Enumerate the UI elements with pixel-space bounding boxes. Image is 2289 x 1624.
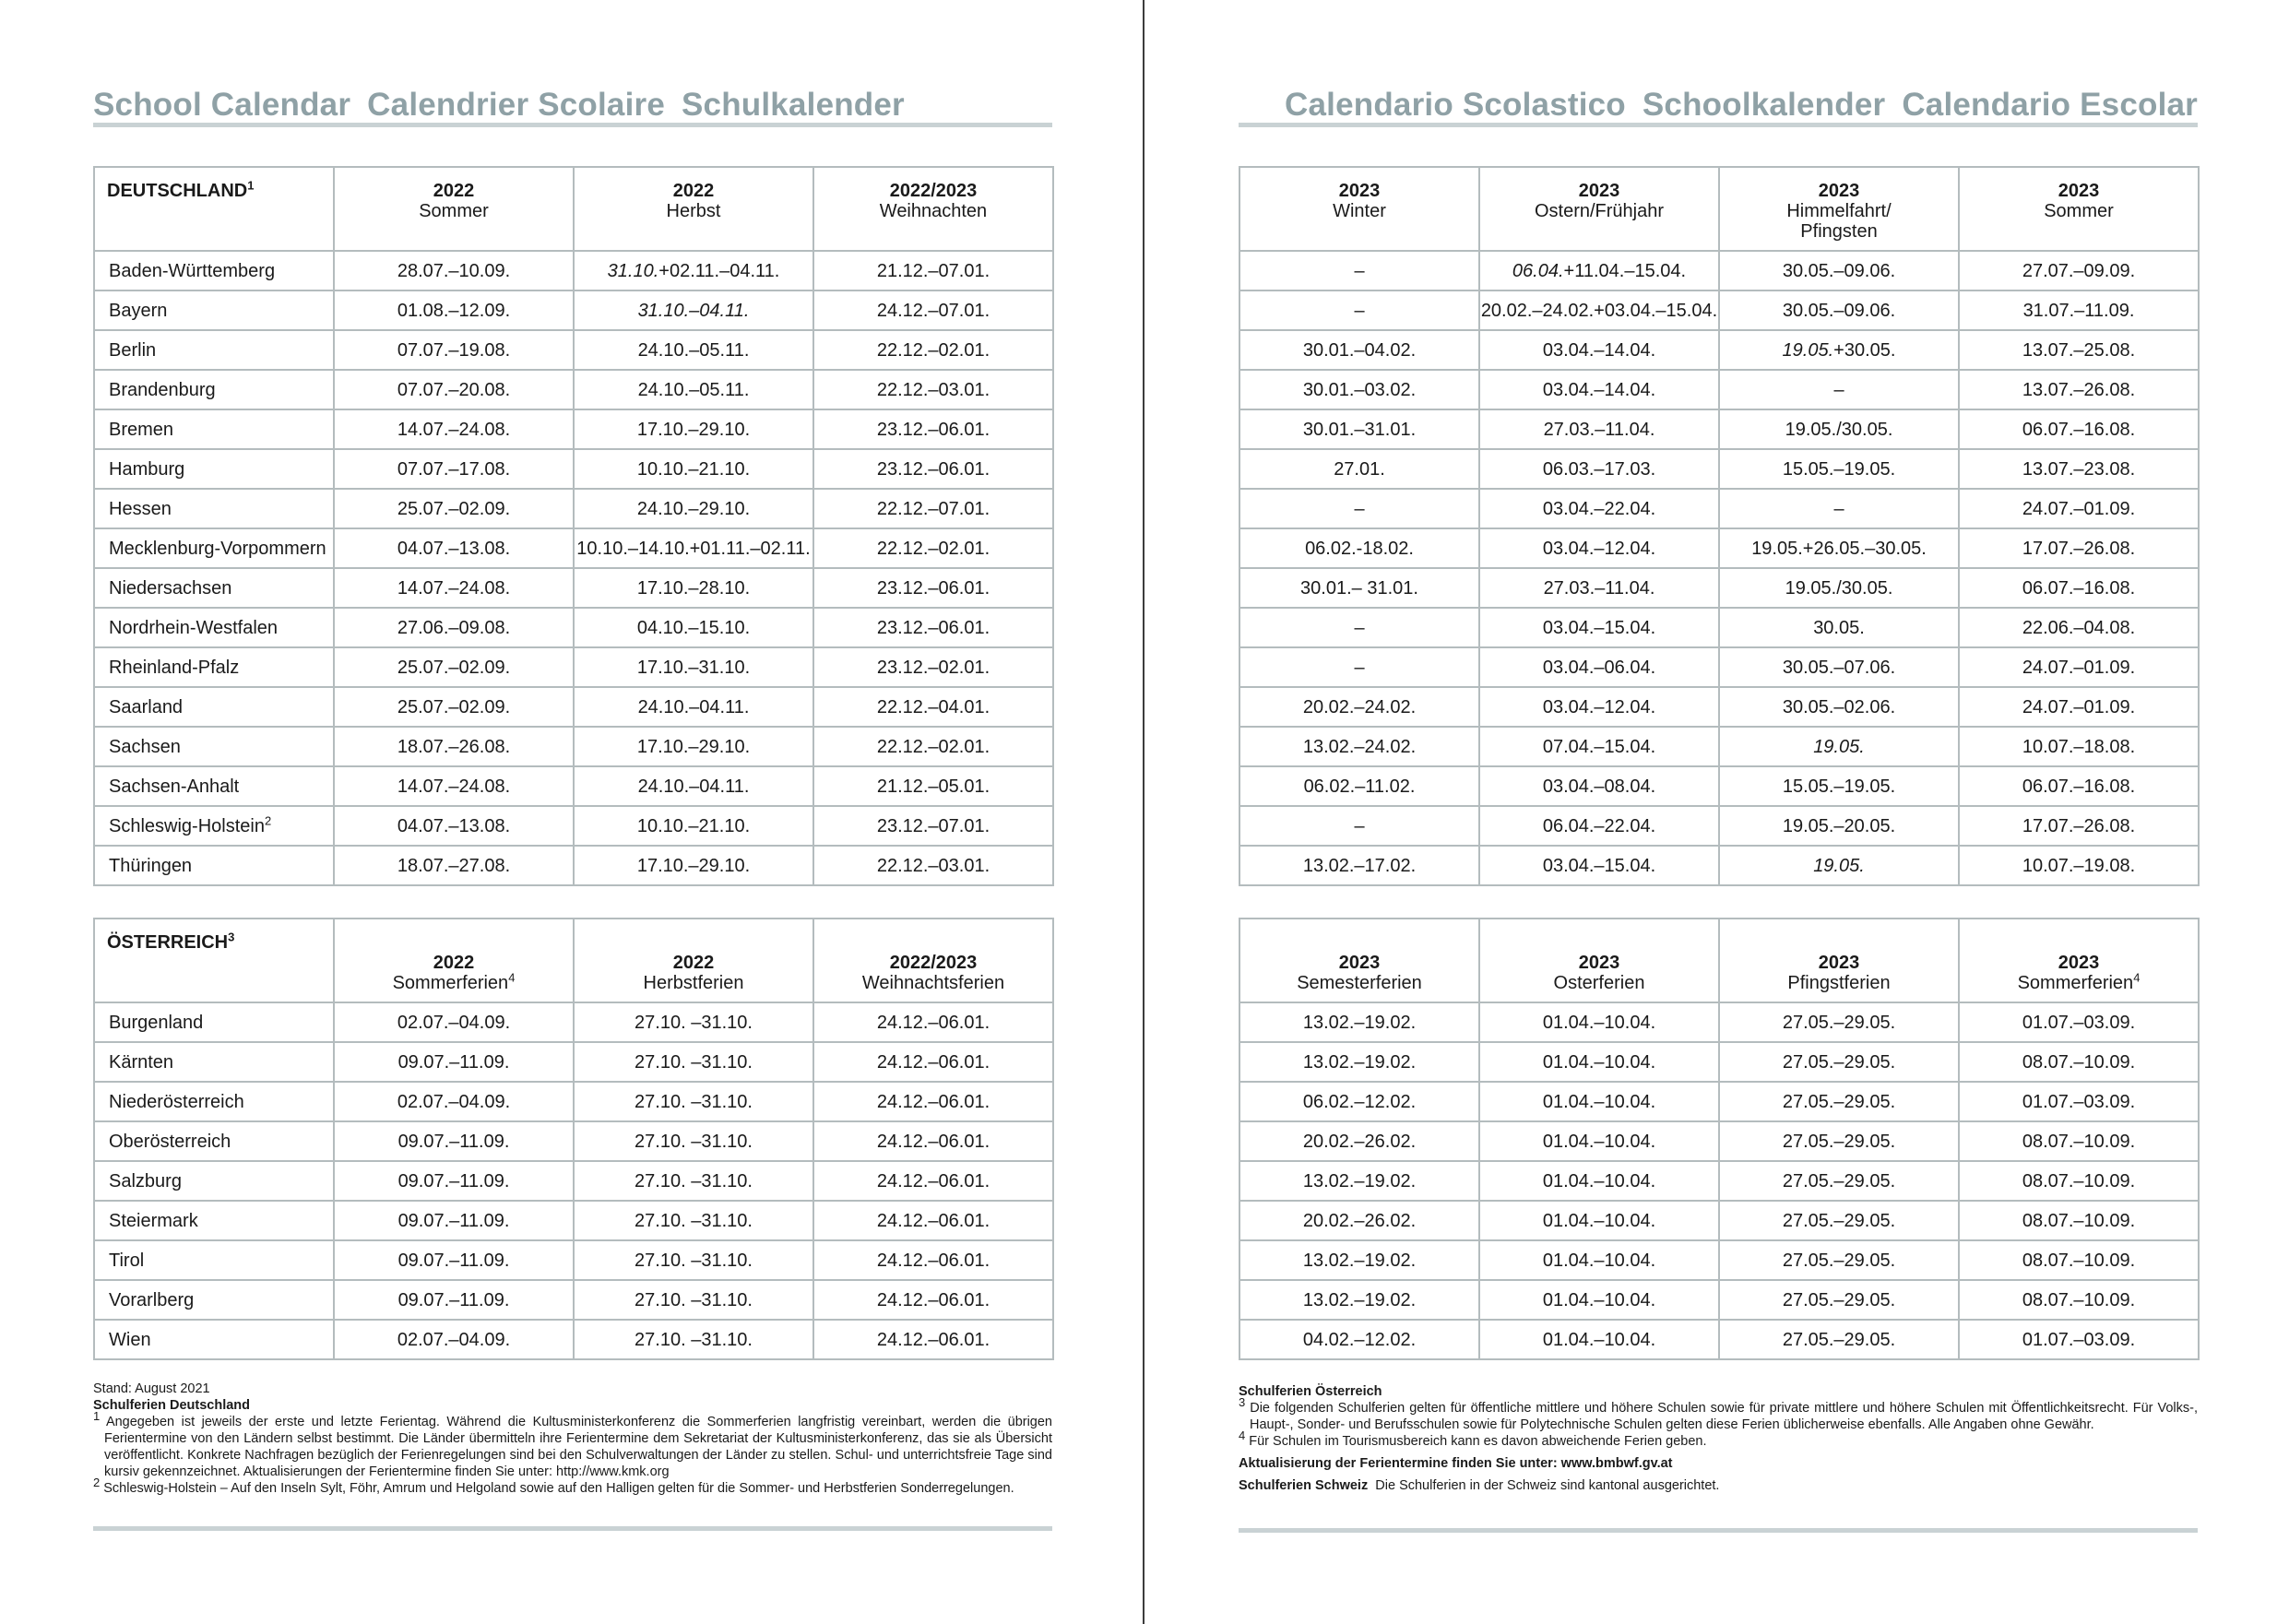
column-header: 2023 Sommer bbox=[1959, 167, 2199, 251]
date-cell: 21.12.–07.01. bbox=[813, 251, 1053, 290]
table-row bbox=[94, 1002, 1053, 1042]
column-header: 2023 Sommerferien$^4$ bbox=[1959, 919, 2199, 1002]
column-header: 2023 Semesterferien bbox=[1239, 919, 1479, 1002]
date-cell: 19.05. bbox=[1719, 727, 1959, 766]
table-header-row bbox=[1239, 167, 2199, 251]
column-header: 2023 Osterferien bbox=[1479, 919, 1719, 1002]
state-name-cell: Tirol bbox=[94, 1240, 334, 1280]
date-cell: 27.05.–29.05. bbox=[1719, 1042, 1959, 1082]
date-cell: 10.10.–21.10. bbox=[574, 449, 813, 489]
table-row bbox=[94, 1121, 1053, 1161]
page-gutter-divider bbox=[1143, 0, 1144, 1624]
date-cell: 19.05. bbox=[1719, 846, 1959, 885]
table-row bbox=[94, 608, 1053, 647]
date-cell: 13.02.–19.02. bbox=[1239, 1280, 1479, 1320]
table-row bbox=[94, 1082, 1053, 1121]
table-row bbox=[94, 489, 1053, 528]
date-cell: 13.07.–25.08. bbox=[1959, 330, 2199, 370]
title-english: School Calendar bbox=[93, 87, 351, 123]
table-row bbox=[94, 687, 1053, 727]
right-page bbox=[1239, 0, 2198, 1493]
germany-table-2023 bbox=[1239, 166, 2200, 886]
table-header-row bbox=[94, 919, 1053, 1002]
date-cell: 27.05.–29.05. bbox=[1719, 1002, 1959, 1042]
date-cell: 08.07.–10.09. bbox=[1959, 1042, 2199, 1082]
column-header: 2023 Winter bbox=[1239, 167, 1479, 251]
table-row bbox=[1239, 409, 2199, 449]
date-cell: 24.10.–05.11. bbox=[574, 370, 813, 409]
country-header-germany: DEUTSCHLAND$^1$ bbox=[94, 167, 334, 251]
date-cell: 09.07.–11.09. bbox=[334, 1121, 574, 1161]
date-cell: 08.07.–10.09. bbox=[1959, 1121, 2199, 1161]
table-header-row bbox=[1239, 919, 2199, 1002]
date-cell: 27.10. –31.10. bbox=[574, 1201, 813, 1240]
date-cell: 01.04.–10.04. bbox=[1479, 1042, 1719, 1082]
state-name-cell: Salzburg bbox=[94, 1161, 334, 1201]
date-cell: – bbox=[1239, 608, 1479, 647]
date-cell: 17.10.–29.10. bbox=[574, 409, 813, 449]
table-row bbox=[94, 1042, 1053, 1082]
date-cell: 19.05./30.05. bbox=[1719, 409, 1959, 449]
date-cell: 06.07.–16.08. bbox=[1959, 409, 2199, 449]
table-row bbox=[1239, 528, 2199, 568]
date-cell: 13.02.–19.02. bbox=[1239, 1002, 1479, 1042]
date-cell: 24.07.–01.09. bbox=[1959, 687, 2199, 727]
date-cell: 10.07.–19.08. bbox=[1959, 846, 2199, 885]
date-cell: 13.02.–19.02. bbox=[1239, 1042, 1479, 1082]
date-cell: – bbox=[1239, 806, 1479, 846]
date-cell: 03.04.–14.04. bbox=[1479, 330, 1719, 370]
austria-table-2022 bbox=[93, 918, 1054, 1360]
table-row bbox=[1239, 1161, 2199, 1201]
date-cell: 08.07.–10.09. bbox=[1959, 1240, 2199, 1280]
date-cell: 23.12.–06.01. bbox=[813, 409, 1053, 449]
table-row bbox=[94, 766, 1053, 806]
date-cell: 18.07.–27.08. bbox=[334, 846, 574, 885]
date-cell: 01.04.–10.04. bbox=[1479, 1121, 1719, 1161]
date-cell: 24.10.–04.11. bbox=[574, 687, 813, 727]
date-cell: 18.07.–26.08. bbox=[334, 727, 574, 766]
date-cell: 22.12.–02.01. bbox=[813, 528, 1053, 568]
date-cell: 15.05.–19.05. bbox=[1719, 449, 1959, 489]
date-cell: 22.12.–02.01. bbox=[813, 727, 1053, 766]
table-row bbox=[1239, 766, 2199, 806]
table-row bbox=[1239, 1320, 2199, 1359]
date-cell: 27.10. –31.10. bbox=[574, 1121, 813, 1161]
date-cell: 03.04.–12.04. bbox=[1479, 687, 1719, 727]
table-row bbox=[94, 330, 1053, 370]
date-cell: 06.07.–16.08. bbox=[1959, 568, 2199, 608]
state-name-cell: Kärnten bbox=[94, 1042, 334, 1082]
date-cell: 01.04.–10.04. bbox=[1479, 1082, 1719, 1121]
date-cell: 17.10.–28.10. bbox=[574, 568, 813, 608]
date-cell: 09.07.–11.09. bbox=[334, 1280, 574, 1320]
date-cell: 10.10.–21.10. bbox=[574, 806, 813, 846]
table-row bbox=[1239, 251, 2199, 290]
date-cell: – bbox=[1239, 489, 1479, 528]
state-name-cell: Schleswig-Holstein$^2$ bbox=[94, 806, 334, 846]
state-name-cell: Thüringen bbox=[94, 846, 334, 885]
column-header: 2022/2023 Weihnachtsferien bbox=[813, 919, 1053, 1002]
left-page bbox=[93, 0, 1052, 1496]
date-cell: 19.05.+26.05.–30.05. bbox=[1719, 528, 1959, 568]
column-header: 2023 Pfingstferien bbox=[1719, 919, 1959, 1002]
state-name-cell: Vorarlberg bbox=[94, 1280, 334, 1320]
date-cell: 27.05.–29.05. bbox=[1719, 1320, 1959, 1359]
right-page-title bbox=[1239, 0, 2198, 127]
table-row bbox=[94, 290, 1053, 330]
state-name-cell: Brandenburg bbox=[94, 370, 334, 409]
date-cell: 24.10.–04.11. bbox=[574, 766, 813, 806]
date-cell: 03.04.–12.04. bbox=[1479, 528, 1719, 568]
date-cell: 04.07.–13.08. bbox=[334, 528, 574, 568]
state-name-cell: Sachsen-Anhalt bbox=[94, 766, 334, 806]
bottom-rule bbox=[93, 1526, 1052, 1531]
state-name-cell: Wien bbox=[94, 1320, 334, 1359]
date-cell: 20.02.–24.02.+03.04.–15.04. bbox=[1479, 290, 1719, 330]
date-cell: 27.05.–29.05. bbox=[1719, 1082, 1959, 1121]
date-cell: 27.10. –31.10. bbox=[574, 1320, 813, 1359]
date-cell: 01.04.–10.04. bbox=[1479, 1280, 1719, 1320]
table-row bbox=[1239, 806, 2199, 846]
date-cell: 27.10. –31.10. bbox=[574, 1082, 813, 1121]
date-cell: 06.04.–22.04. bbox=[1479, 806, 1719, 846]
title-dutch: Schoolkalender bbox=[1642, 87, 1886, 123]
date-cell: 31.07.–11.09. bbox=[1959, 290, 2199, 330]
date-cell: 22.12.–02.01. bbox=[813, 330, 1053, 370]
date-cell: 07.07.–19.08. bbox=[334, 330, 574, 370]
date-cell: 27.03.–11.04. bbox=[1479, 409, 1719, 449]
date-cell: 30.01.–31.01. bbox=[1239, 409, 1479, 449]
date-cell: 03.04.–08.04. bbox=[1479, 766, 1719, 806]
table-row bbox=[94, 528, 1053, 568]
date-cell: 06.03.–17.03. bbox=[1479, 449, 1719, 489]
table-row bbox=[94, 1320, 1053, 1359]
date-cell: 27.10. –31.10. bbox=[574, 1280, 813, 1320]
date-cell: 09.07.–11.09. bbox=[334, 1042, 574, 1082]
date-cell: 24.12.–06.01. bbox=[813, 1201, 1053, 1240]
title-french: Calendrier Scolaire bbox=[367, 87, 666, 123]
footnotes-germany bbox=[93, 1381, 1052, 1497]
table-row bbox=[94, 409, 1053, 449]
date-cell: 01.04.–10.04. bbox=[1479, 1320, 1719, 1359]
date-cell: – bbox=[1719, 370, 1959, 409]
table-row bbox=[1239, 727, 2199, 766]
date-cell: 24.07.–01.09. bbox=[1959, 647, 2199, 687]
date-cell: 04.07.–13.08. bbox=[334, 806, 574, 846]
date-cell: 03.04.–14.04. bbox=[1479, 370, 1719, 409]
table-row bbox=[1239, 1240, 2199, 1280]
date-cell: 27.07.–09.09. bbox=[1959, 251, 2199, 290]
date-cell: 01.07.–03.09. bbox=[1959, 1002, 2199, 1042]
date-cell: 06.02.–11.02. bbox=[1239, 766, 1479, 806]
state-name-cell: Sachsen bbox=[94, 727, 334, 766]
date-cell: 17.10.–31.10. bbox=[574, 647, 813, 687]
table-row bbox=[94, 251, 1053, 290]
table-row bbox=[1239, 489, 2199, 528]
notes-heading: Schulferien Deutschland bbox=[93, 1398, 251, 1413]
state-name-cell: Burgenland bbox=[94, 1002, 334, 1042]
table-row bbox=[94, 846, 1053, 885]
footnote-1: $^1$ Angegeben ist jeweils der erste und letzte Ferientag. Während die Kultusministerkonferenz die Sommerferien langfristig vereinbart, werden die übrigen Ferientermine von den Ländern selbst bestimmt. Die Länder übermitteln ihre Ferientermine dem Sekretariat der Kultusministerkonferenz, das sie als Übersicht veröffentlicht. Konkrete Nachfragen bezüglich der Ferienregelungen sind bei den Schulverwaltungen der Länder zu stellen. Schul- und unterrichtsfreie Tage sind kursiv gekennzeichnet. Aktualisierungen der Ferientermine finden Sie unter: http://www.kmk.org bbox=[93, 1409, 1052, 1479]
table-row bbox=[94, 727, 1053, 766]
date-cell: 22.12.–07.01. bbox=[813, 489, 1053, 528]
date-cell: 21.12.–05.01. bbox=[813, 766, 1053, 806]
date-cell: 25.07.–02.09. bbox=[334, 489, 574, 528]
date-cell: – bbox=[1239, 647, 1479, 687]
table-row bbox=[1239, 370, 2199, 409]
table-row bbox=[94, 370, 1053, 409]
date-cell: 13.02.–24.02. bbox=[1239, 727, 1479, 766]
date-cell: 24.12.–06.01. bbox=[813, 1082, 1053, 1121]
footnote-2: $^2$ Schleswig-Holstein – Auf den Inseln Sylt, Föhr, Amrum und Helgoland sowie auf den Halligen gelten für die Sommer- und Herbstferien Sonderregelungen. bbox=[93, 1476, 1014, 1496]
date-cell: 31.10.+02.11.–04.11. bbox=[574, 251, 813, 290]
table-row bbox=[1239, 1082, 2199, 1121]
date-cell: 09.07.–11.09. bbox=[334, 1161, 574, 1201]
date-cell: 27.05.–29.05. bbox=[1719, 1161, 1959, 1201]
date-cell: 01.07.–03.09. bbox=[1959, 1082, 2199, 1121]
date-cell: 03.04.–22.04. bbox=[1479, 489, 1719, 528]
date-cell: 20.02.–26.02. bbox=[1239, 1201, 1479, 1240]
date-cell: 24.12.–06.01. bbox=[813, 1280, 1053, 1320]
title-german: Schulkalender bbox=[682, 87, 905, 123]
date-cell: 23.12.–02.01. bbox=[813, 647, 1053, 687]
date-cell: 01.04.–10.04. bbox=[1479, 1002, 1719, 1042]
date-cell: 07.07.–17.08. bbox=[334, 449, 574, 489]
table-row bbox=[1239, 608, 2199, 647]
date-cell: 06.04.+11.04.–15.04. bbox=[1479, 251, 1719, 290]
date-cell: 10.10.–14.10.+01.11.–02.11. bbox=[574, 528, 813, 568]
date-cell: 22.12.–04.01. bbox=[813, 687, 1053, 727]
date-cell: 23.12.–06.01. bbox=[813, 568, 1053, 608]
table-row bbox=[1239, 1280, 2199, 1320]
date-cell: 30.01.–03.02. bbox=[1239, 370, 1479, 409]
state-name-cell: Steiermark bbox=[94, 1201, 334, 1240]
date-cell: 17.10.–29.10. bbox=[574, 727, 813, 766]
date-cell: 20.02.–26.02. bbox=[1239, 1121, 1479, 1161]
date-cell: – bbox=[1239, 251, 1479, 290]
table-row bbox=[94, 806, 1053, 846]
state-name-cell: Mecklenburg-Vorpommern bbox=[94, 528, 334, 568]
date-cell: 02.07.–04.09. bbox=[334, 1002, 574, 1042]
date-cell: 30.01.– 31.01. bbox=[1239, 568, 1479, 608]
table-row bbox=[94, 1280, 1053, 1320]
column-header: 2022 Herbstferien bbox=[574, 919, 813, 1002]
table-row bbox=[1239, 647, 2199, 687]
date-cell: 24.12.–06.01. bbox=[813, 1320, 1053, 1359]
date-cell: 03.04.–15.04. bbox=[1479, 608, 1719, 647]
date-cell: 25.07.–02.09. bbox=[334, 687, 574, 727]
date-cell: 01.04.–10.04. bbox=[1479, 1240, 1719, 1280]
date-cell: 06.07.–16.08. bbox=[1959, 766, 2199, 806]
footnotes-austria bbox=[1239, 1383, 2198, 1494]
date-cell: 03.04.–06.04. bbox=[1479, 647, 1719, 687]
country-header-austria: ÖSTERREICH$^3$ bbox=[94, 919, 334, 1002]
table-row bbox=[1239, 290, 2199, 330]
date-cell: 23.12.–06.01. bbox=[813, 608, 1053, 647]
stand-date: Stand: August 2021 bbox=[93, 1381, 210, 1396]
bottom-rule bbox=[1239, 1528, 2198, 1533]
date-cell: 09.07.–11.09. bbox=[334, 1240, 574, 1280]
state-name-cell: Oberösterreich bbox=[94, 1121, 334, 1161]
date-cell: 22.12.–03.01. bbox=[813, 370, 1053, 409]
date-cell: 24.10.–29.10. bbox=[574, 489, 813, 528]
date-cell: 14.07.–24.08. bbox=[334, 568, 574, 608]
date-cell: 24.12.–06.01. bbox=[813, 1161, 1053, 1201]
date-cell: 24.12.–06.01. bbox=[813, 1121, 1053, 1161]
left-page-title bbox=[93, 0, 1052, 127]
date-cell: 19.05.–20.05. bbox=[1719, 806, 1959, 846]
date-cell: 19.05./30.05. bbox=[1719, 568, 1959, 608]
state-name-cell: Nordrhein-Westfalen bbox=[94, 608, 334, 647]
date-cell: 31.10.–04.11. bbox=[574, 290, 813, 330]
table-row bbox=[1239, 449, 2199, 489]
table-row bbox=[1239, 568, 2199, 608]
date-cell: 06.02.–12.02. bbox=[1239, 1082, 1479, 1121]
date-cell: 04.02.–12.02. bbox=[1239, 1320, 1479, 1359]
date-cell: 23.12.–06.01. bbox=[813, 449, 1053, 489]
date-cell: 24.12.–07.01. bbox=[813, 290, 1053, 330]
date-cell: 01.04.–10.04. bbox=[1479, 1161, 1719, 1201]
date-cell: 27.05.–29.05. bbox=[1719, 1121, 1959, 1161]
date-cell: 28.07.–10.09. bbox=[334, 251, 574, 290]
column-header: 2022/2023 Weihnachten bbox=[813, 167, 1053, 251]
column-header: 2023 Ostern/Frühjahr bbox=[1479, 167, 1719, 251]
date-cell: 14.07.–24.08. bbox=[334, 409, 574, 449]
date-cell: 24.10.–05.11. bbox=[574, 330, 813, 370]
date-cell: 01.08.–12.09. bbox=[334, 290, 574, 330]
date-cell: 01.07.–03.09. bbox=[1959, 1320, 2199, 1359]
state-name-cell: Saarland bbox=[94, 687, 334, 727]
table-row bbox=[1239, 846, 2199, 885]
date-cell: 02.07.–04.09. bbox=[334, 1082, 574, 1121]
date-cell: 07.07.–20.08. bbox=[334, 370, 574, 409]
date-cell: 06.02.-18.02. bbox=[1239, 528, 1479, 568]
table-header-row bbox=[94, 167, 1053, 251]
date-cell: 22.06.–04.08. bbox=[1959, 608, 2199, 647]
date-cell: 04.10.–15.10. bbox=[574, 608, 813, 647]
date-cell: 24.12.–06.01. bbox=[813, 1240, 1053, 1280]
date-cell: 13.07.–26.08. bbox=[1959, 370, 2199, 409]
date-cell: 03.04.–15.04. bbox=[1479, 846, 1719, 885]
date-cell: 13.02.–17.02. bbox=[1239, 846, 1479, 885]
table-row bbox=[94, 449, 1053, 489]
date-cell: 27.10. –31.10. bbox=[574, 1240, 813, 1280]
date-cell: 27.05.–29.05. bbox=[1719, 1201, 1959, 1240]
date-cell: 13.07.–23.08. bbox=[1959, 449, 2199, 489]
date-cell: 30.01.–04.02. bbox=[1239, 330, 1479, 370]
title-portuguese: Calendario Escolar bbox=[1902, 87, 2198, 123]
date-cell: 09.07.–11.09. bbox=[334, 1201, 574, 1240]
date-cell: 08.07.–10.09. bbox=[1959, 1201, 2199, 1240]
date-cell: 08.07.–10.09. bbox=[1959, 1280, 2199, 1320]
date-cell: 22.12.–03.01. bbox=[813, 846, 1053, 885]
germany-table-2022 bbox=[93, 166, 1054, 886]
title-italian: Calendario Scolastico bbox=[1285, 87, 1626, 123]
state-name-cell: Rheinland-Pfalz bbox=[94, 647, 334, 687]
table-row bbox=[1239, 1201, 2199, 1240]
footnote-3: $^3$ Die folgenden Schulferien gelten für öffentliche mittlere und höhere Schulen sowie für private mittlere und höhere Schulen mit Öffentlichkeitsrecht. Für Volks-, Haupt-, Sonder- und Berufsschulen sowie für Polytechnische Schulen gelten diese Ferien üblicherweise ebenfalls. Alle Angaben ohne Gewähr. bbox=[1239, 1395, 2198, 1432]
date-cell: – bbox=[1239, 290, 1479, 330]
date-cell: 27.01. bbox=[1239, 449, 1479, 489]
state-name-cell: Niederösterreich bbox=[94, 1082, 334, 1121]
date-cell: – bbox=[1719, 489, 1959, 528]
date-cell: 14.07.–24.08. bbox=[334, 766, 574, 806]
date-cell: 30.05. bbox=[1719, 608, 1959, 647]
footnote-4: $^4$ Für Schulen im Tourismusbereich kann es davon abweichende Ferien geben. bbox=[1239, 1428, 1707, 1449]
date-cell: 24.07.–01.09. bbox=[1959, 489, 2199, 528]
date-cell: 01.04.–10.04. bbox=[1479, 1201, 1719, 1240]
austria-table-2023 bbox=[1239, 918, 2200, 1360]
date-cell: 24.12.–06.01. bbox=[813, 1042, 1053, 1082]
date-cell: 27.10. –31.10. bbox=[574, 1002, 813, 1042]
date-cell: 25.07.–02.09. bbox=[334, 647, 574, 687]
date-cell: 02.07.–04.09. bbox=[334, 1320, 574, 1359]
table-row bbox=[94, 1161, 1053, 1201]
state-name-cell: Baden-Württemberg bbox=[94, 251, 334, 290]
date-cell: 13.02.–19.02. bbox=[1239, 1240, 1479, 1280]
state-name-cell: Hessen bbox=[94, 489, 334, 528]
state-name-cell: Berlin bbox=[94, 330, 334, 370]
date-cell: 30.05.–09.06. bbox=[1719, 290, 1959, 330]
date-cell: 20.02.–24.02. bbox=[1239, 687, 1479, 727]
date-cell: 27.10. –31.10. bbox=[574, 1161, 813, 1201]
date-cell: 27.10. –31.10. bbox=[574, 1042, 813, 1082]
date-cell: 13.02.–19.02. bbox=[1239, 1161, 1479, 1201]
date-cell: 27.06.–09.08. bbox=[334, 608, 574, 647]
update-link-text: Aktualisierung der Ferientermine finden Sie unter: www.bmbwf.gv.at bbox=[1239, 1456, 1673, 1471]
date-cell: 17.07.–26.08. bbox=[1959, 528, 2199, 568]
date-cell: 08.07.–10.09. bbox=[1959, 1161, 2199, 1201]
table-row bbox=[94, 1240, 1053, 1280]
table-row bbox=[1239, 687, 2199, 727]
notes-heading: Schulferien Österreich bbox=[1239, 1384, 1382, 1399]
date-cell: 23.12.–07.01. bbox=[813, 806, 1053, 846]
date-cell: 27.05.–29.05. bbox=[1719, 1240, 1959, 1280]
date-cell: 19.05.+30.05. bbox=[1719, 330, 1959, 370]
date-cell: 10.07.–18.08. bbox=[1959, 727, 2199, 766]
date-cell: 27.05.–29.05. bbox=[1719, 1280, 1959, 1320]
table-row bbox=[94, 568, 1053, 608]
column-header: 2023 Himmelfahrt/ Pfingsten bbox=[1719, 167, 1959, 251]
column-header: 2022 Sommerferien$^4$ bbox=[334, 919, 574, 1002]
date-cell: 30.05.–02.06. bbox=[1719, 687, 1959, 727]
column-header: 2022 Herbst bbox=[574, 167, 813, 251]
table-row bbox=[94, 647, 1053, 687]
table-row bbox=[1239, 330, 2199, 370]
date-cell: 15.05.–19.05. bbox=[1719, 766, 1959, 806]
table-row bbox=[94, 1201, 1053, 1240]
state-name-cell: Bayern bbox=[94, 290, 334, 330]
table-row bbox=[1239, 1042, 2199, 1082]
date-cell: 30.05.–09.06. bbox=[1719, 251, 1959, 290]
date-cell: 17.07.–26.08. bbox=[1959, 806, 2199, 846]
date-cell: 17.10.–29.10. bbox=[574, 846, 813, 885]
state-name-cell: Bremen bbox=[94, 409, 334, 449]
table-row bbox=[1239, 1002, 2199, 1042]
date-cell: 07.04.–15.04. bbox=[1479, 727, 1719, 766]
state-name-cell: Hamburg bbox=[94, 449, 334, 489]
date-cell: 30.05.–07.06. bbox=[1719, 647, 1959, 687]
switzerland-note: Schulferien Schweiz Die Schulferien in der Schweiz sind kantonal ausgerichtet. bbox=[1239, 1478, 1720, 1493]
state-name-cell: Niedersachsen bbox=[94, 568, 334, 608]
date-cell: 27.03.–11.04. bbox=[1479, 568, 1719, 608]
date-cell: 24.12.–06.01. bbox=[813, 1002, 1053, 1042]
column-header: 2022 Sommer bbox=[334, 167, 574, 251]
table-row bbox=[1239, 1121, 2199, 1161]
